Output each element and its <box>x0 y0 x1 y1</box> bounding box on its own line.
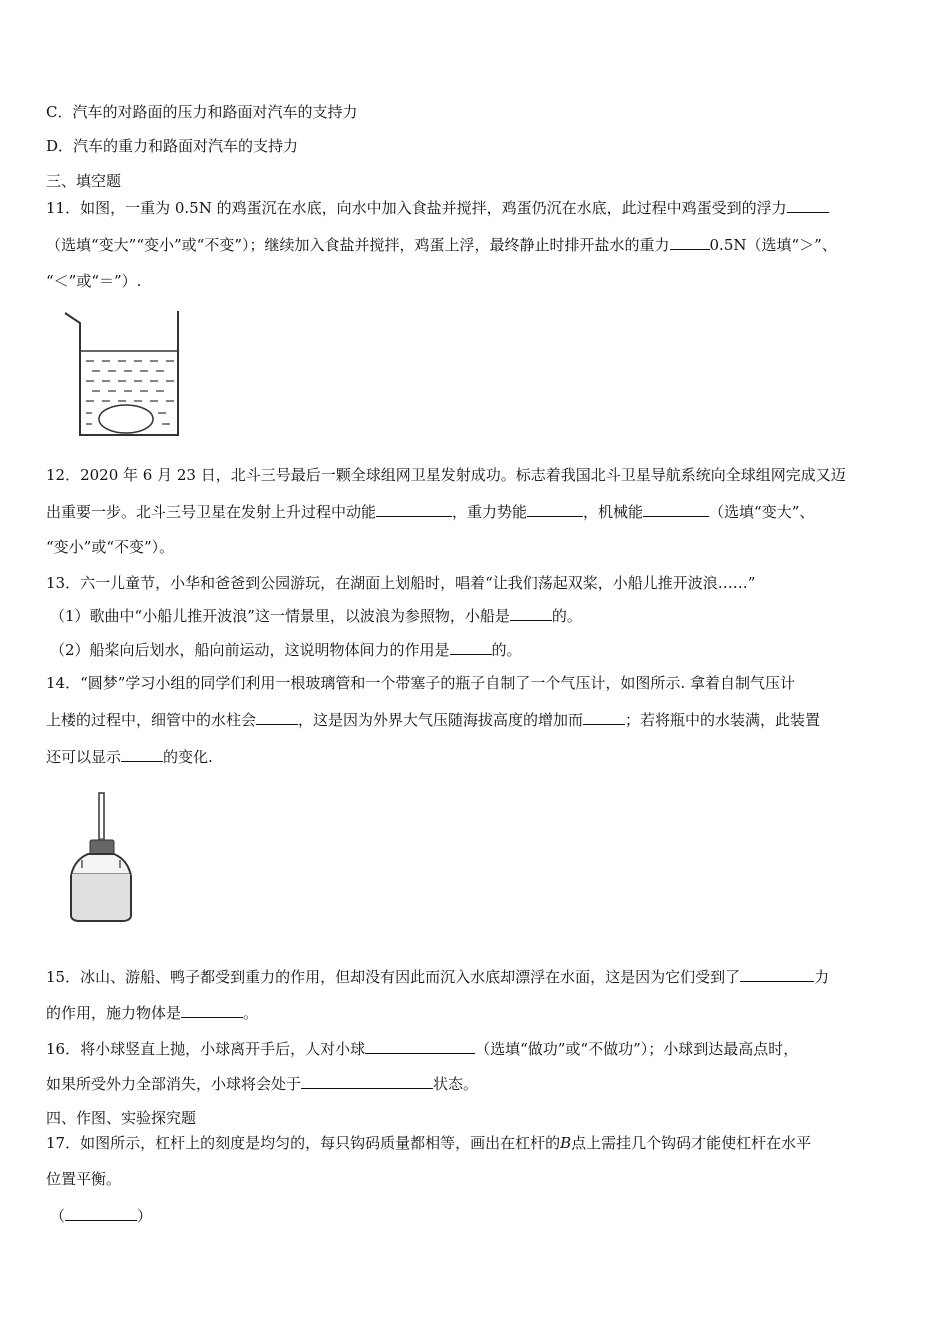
answer-blank[interactable] <box>670 234 710 250</box>
q12-line3: “变小”或“不变”）。 <box>46 538 175 556</box>
q14-line3: 还可以显示 的变化. <box>46 748 213 766</box>
q12-line1: 12．2020 年 6 月 23 日，北斗三号最后一颗全球组网卫星发射成功。标志着我国北斗卫星导航系统向全球组网完成又迈 <box>46 466 846 484</box>
beaker-egg-figure <box>62 307 188 439</box>
answer-blank[interactable] <box>256 709 298 725</box>
section-heading-experiment: 四、作图、实验探究题 <box>46 1109 197 1127</box>
q14-line2: 上楼的过程中，细管中的水柱会 ，这是因为外界大气压随海拔高度的增加而 ；若将瓶中的水装满，此装置 <box>46 711 821 729</box>
answer-blank[interactable] <box>376 501 452 517</box>
q11-line1: 11．如图，一重为 0.5N 的鸡蛋沉在水底，向水中加入食盐并搅拌，鸡蛋仍沉在水底，此过程中鸡蛋受到的浮力 <box>46 197 829 218</box>
answer-blank[interactable] <box>740 966 814 982</box>
answer-blank[interactable] <box>65 1205 137 1221</box>
answer-blank[interactable] <box>583 709 625 725</box>
q16-line2: 如果所受外力全部消失，小球将会处于 状态。 <box>46 1075 479 1093</box>
answer-blank[interactable] <box>365 1038 475 1054</box>
answer-blank[interactable] <box>450 639 492 655</box>
q15-line1: 15．冰山、游船、鸭子都受到重力的作用，但却没有因此而沉入水底却漂浮在水面，这是因为它们受到了 力 <box>46 968 830 986</box>
q13-line1: 13．六一儿童节，小华和爸爸到公园游玩，在湖面上划船时，唱着“让我们荡起双桨，小船儿推开波浪……” <box>46 574 756 592</box>
q11-line3: “＜”或“＝”）. <box>46 272 142 290</box>
answer-blank[interactable] <box>121 746 163 762</box>
q13-sub2: （2）船桨向后划水，船向前运动，这说明物体间力的作用是 的。 <box>50 641 522 659</box>
answer-blank[interactable] <box>181 1002 243 1018</box>
q17-line1: 17．如图所示，杠杆上的刻度是均匀的，每只钩码质量都相等，画出在杠杆的B点上需挂几个钩码才能使杠杆在水平 <box>46 1134 812 1152</box>
answer-blank[interactable] <box>787 197 829 213</box>
q14-line1: 14．“圆梦”学习小组的同学们利用一根玻璃管和一个带塞子的瓶子自制了一个气压计，如图所示. 拿着自制气压计 <box>46 674 795 692</box>
section-heading-fill-in: 三、填空题 <box>46 172 122 190</box>
q12-line2: 出重要一步。北斗三号卫星在发射上升过程中动能 ，重力势能 ，机械能 （选填“变大”、 <box>46 503 815 521</box>
answer-blank[interactable] <box>527 501 583 517</box>
option-c: C．汽车的对路面的压力和路面对汽车的支持力 <box>46 103 358 121</box>
answer-blank[interactable] <box>510 605 552 621</box>
answer-blank[interactable] <box>643 501 709 517</box>
option-d: D．汽车的重力和路面对汽车的支持力 <box>46 137 299 155</box>
q15-line2: 的作用，施力物体是 。 <box>46 1004 259 1022</box>
q17-answer: （ ） <box>50 1207 153 1225</box>
q17-line2: 位置平衡。 <box>46 1170 122 1188</box>
barometer-bottle-figure <box>62 790 138 924</box>
q11-line2: （选填“变大”“变小”或“不变”）；继续加入食盐并搅拌，鸡蛋上浮，最终静止时排开盐水的重力 0.5N（选填“＞”、 <box>46 236 837 254</box>
q13-sub1: （1）歌曲中“小船儿推开波浪”这一情景里，以波浪为参照物，小船是 的。 <box>50 607 582 625</box>
answer-blank[interactable] <box>301 1073 433 1089</box>
q16-line1: 16．将小球竖直上抛，小球离开手后，人对小球 （选填“做功”或“不做功”）；小球到达最高点时， <box>46 1040 799 1058</box>
